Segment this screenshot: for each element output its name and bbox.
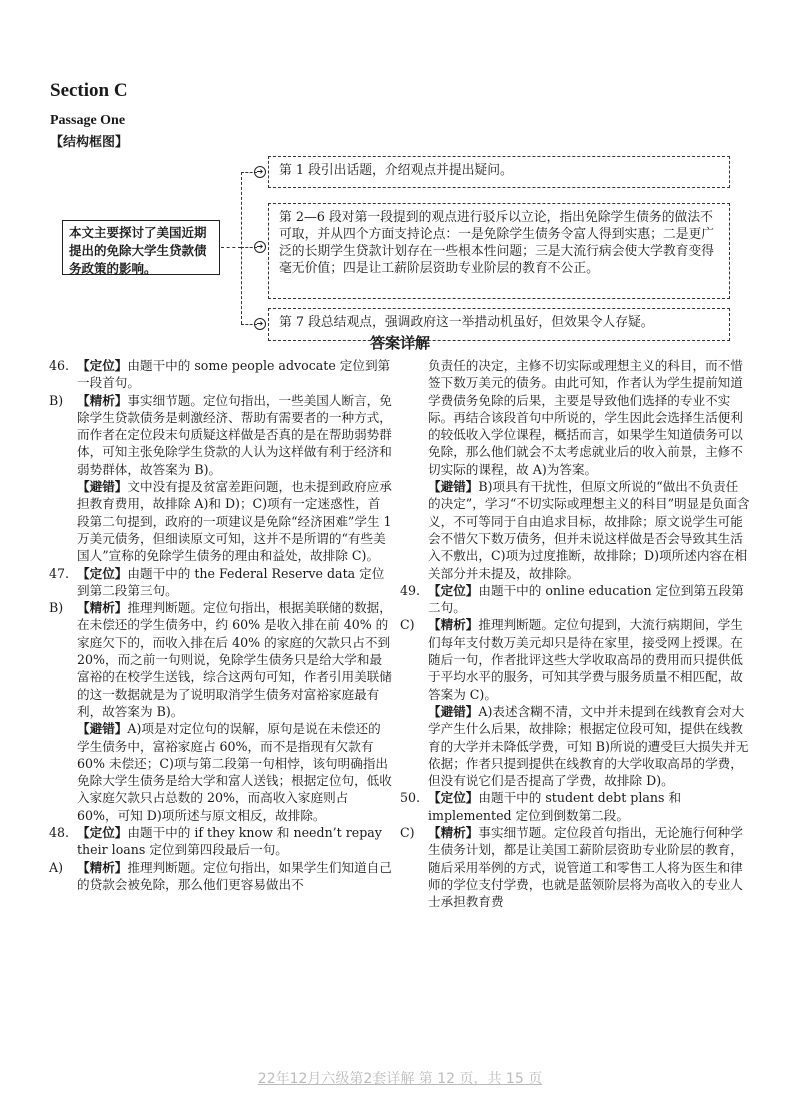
q47-analysis [49,599,392,720]
q49-locate [400,582,750,617]
summary-box-3: 第 7 段总结观点，强调政府这一举措动机虽好，但效果令人存疑。 [268,308,730,341]
question-number: 50. [400,790,421,806]
locate-tag: 【定位】 [77,358,128,373]
section-title: Section C [50,80,128,101]
error-text: A)表述含糊不清，文中并未提到在线教育会对大学产生什么后果，故排除；根据定位段可知，提供在线教育的大学并未降低学费，可知 B)所说的遭受巨大损失并无依据；作者只提到提供在线教育的大学收取高昂的学费，但没有说它们是否提高了学费，故排除 D)。 [428,703,749,789]
locate-tag: 【定位】 [77,825,128,841]
arrow-circle-icon: ➔ [254,241,266,253]
analysis-tag: 【精析】 [77,859,128,875]
error-text: A)项是对定位句的误解，原句是说在未偿还的学生债务中，富裕家庭占 60%，而不是指现有欠款有 60% 未偿还；C)项与第二段第一句相悖，该句明确指出免除大学生债务是给大学和富人送钱；根据定位句，低收入家庭欠款只占总数的 20%，而高收入家庭则占 60%，可知 D)项所述与原文相反，故排除。 [77,721,392,823]
q50-locate [400,789,750,824]
answers-heading: 答案详解 [369,334,430,352]
answer-letter: B) [49,392,64,408]
q48-analysis [49,859,392,894]
answer-letter: B) [49,600,64,616]
q46-analysis [49,392,392,478]
q50-analysis [400,824,750,910]
summary-box-1: 第 1 段引出话题，介绍观点并提出疑问。 [268,156,730,188]
locate-text: 由题干中的 some people advocate 定位到第一段首句。 [77,358,391,391]
q46-error [77,478,392,564]
analysis-tag: 【精析】 [428,617,479,633]
answer-letter: A) [49,859,64,875]
q47-error [77,720,392,824]
locate-text: 由题干中的 if they know 和 needn’t repay their loans 定位到第四段最后一句。 [77,825,382,858]
locate-tag: 【定位】 [428,582,479,598]
q49-analysis [400,616,750,702]
arrow-circle-icon: ➔ [254,166,266,178]
answer-letter: C) [400,825,415,841]
q46-locate [49,357,392,392]
analysis-text: 推理判断题。定位句指出，如果学生们知道自己的贷款会被免除，那么他们更容易做出不 [77,859,392,892]
question-number: 49. [400,582,421,598]
error-text: B)项具有干扰性，但原文所说的“做出不负责任的决定”，学习“不切实际或理想主义的科目”明显是负面含义，不可等同于自由追求目标，故排除；原文说学生可能会不惜欠下数万债务，但并未说这样做是否会导致其生活入不敷出，C)项为过度推断，故排除；D)项所述内容在相关部分并未提及，故排除。 [428,479,750,581]
question-number: 48. [49,825,70,841]
analysis-tag: 【精析】 [77,600,128,616]
error-tag: 【避错】 [77,721,128,737]
connector-line [221,247,241,248]
connector-line [241,172,242,324]
error-tag: 【避错】 [428,479,479,495]
error-tag: 【避错】 [77,479,128,495]
analysis-tag: 【精析】 [77,392,128,408]
question-number: 46. [49,358,70,373]
q47-locate [49,565,392,600]
locate-tag: 【定位】 [428,790,479,806]
analysis-text: 负责任的决定，主修不切实际或理想主义的科目，而不惜签下数万美元的债务。由此可知，作者认为学生提前知道学费债务免除的后果，主要是导致他们选择的专业不实际。再结合该段首句中所说的，学生因此会选择生活便利的较低收入学位课程，概括而言，如果学生知道债务可以免除，那么他们就会不太考虑就业后的收入前景，主修不切实际的课程，故 A)为答案。 [428,358,743,477]
page-footer: 22年12月六级第2套详解 第 12 页，共 15 页 [257,1071,543,1087]
analysis-text: 事实细节题。定位段首句指出，无论施行何种学生债务计划，都是让美国工薪阶层资助专业阶层的教育，随后采用举例的方式，说管道工和零售工人将为医生和律师的学位支付学费，也就是蓝领阶层将为高收入的专业人士承担教育费 [428,825,743,910]
main-idea-box: 本文主要探讨了美国近期提出的免除大学生贷款债务政策的影响。 [62,220,220,275]
analysis-text: 推理判断题。定位句指出，根据美联储的数据，在未偿还的学生债务中，约 60% 是收入排在前 40% 的家庭欠下的，而收入排在后 40% 的家庭的欠款只占不到 20%，而之前一句则说，免除学生债务只是给大学和最富裕的在校学生送钱，综合这两句可知，作者引用美联储的这一数据就是为了说明取消学生债务对富裕家庭最有利，故答案为 B)。 [77,600,392,719]
analysis-text: 推理判断题。定位句提到，大流行病期间，学生们每年支付数万美元却只是待在家里，接受网上授课。在随后一句，作者批评这些大学收取高昂的费用而只提供低于平均水平的服务，可知其学费与服务质量不相匹配，故答案为 C)。 [428,617,743,702]
left-column [49,357,392,893]
q48-error [428,478,750,582]
summary-box-2: 第 2—6 段对第一段提到的观点进行驳斥以立论，指出免除学生债务的做法不可取，并从四个方面支持论点：一是免除学生债务令富人得到实惠；二是更广泛的长期学生贷款计划存在一些根本性问题；三是大流行病会使大学教育变得毫无价值；四是让工薪阶层资助专业阶层的教育不公正。 [268,203,730,299]
locate-tag: 【定位】 [77,565,128,581]
locate-text: 由题干中的 student debt plans 和 implemented 定位到倒数第二段。 [428,790,682,823]
arrow-circle-icon: ➔ [254,318,266,330]
analysis-tag: 【精析】 [428,825,479,841]
right-column [400,357,750,911]
locate-text: 由题干中的 online education 定位到第五段第二句。 [428,582,744,616]
error-text: 文中没有提及贫富差距问题，也未提到政府应承担教育费用，故排除 A)和 D)；C)项有一定迷惑性，首段第二句提到，政府的一项建议是免除“经济困难”学生 1 万美元债务，但细读原文可知，这并不是所谓的“有些美国人”宣称的免除学生债务的理由和益处，故排除 C)。 [77,479,392,564]
analysis-text: 事实细节题。定位句指出，一些美国人断言，免除学生贷款债务是刺激经济、帮助有需要者的一种方式，而作者在定位段末句质疑这样做是否真的是在帮助弱势群体，可知主张免除学生贷款的人认为这样做有利于经济和弱势群体，故答案为 B)。 [77,392,392,477]
locate-text: 由题干中的 the Federal Reserve data 定位到第二段第三句。 [77,565,385,598]
error-tag: 【避错】 [428,703,479,719]
answer-letter: C) [400,617,415,633]
q49-error [428,703,750,789]
structure-frame-label: 【结构框图】 [50,135,129,150]
q48-locate [49,824,392,859]
q48-analysis-cont [428,357,750,478]
question-number: 47. [49,565,70,581]
passage-title: Passage One [50,113,126,128]
